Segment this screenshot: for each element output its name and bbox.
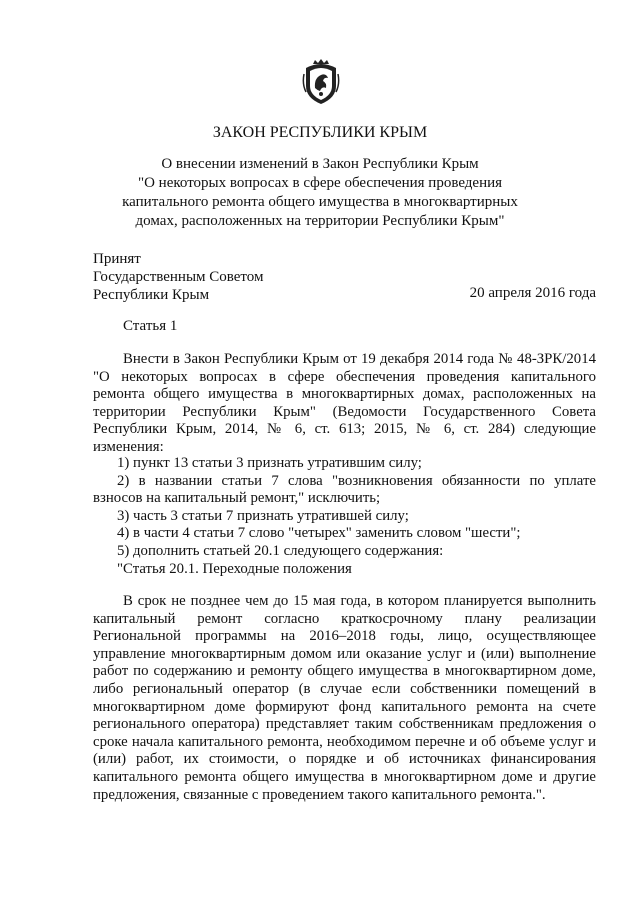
adoption-block bbox=[93, 250, 264, 304]
new-article-body bbox=[93, 593, 596, 804]
intro-paragraph: Внести в Закон Республики Крым от 19 декабря 2014 года № 48-ЗРК/2014 "О некоторых вопросах в сфере обеспечения проведения капитального ремонта общего имущества в многоквартирных домах, расположенных на территории Республики Крым" (Ведомости Государственного Совета Республики Крым, 2014, № 6, ст. 613; 2015, № 6, ст. 284) следующие изменения: bbox=[93, 351, 596, 455]
law-title: ЗАКОН РЕСПУБЛИКИ КРЫМ bbox=[212, 124, 428, 141]
subtitle-line: "О некоторых вопросах в сфере обеспечения проведения bbox=[137, 175, 503, 191]
adoption-line: Принят bbox=[93, 251, 141, 267]
list-item: 1) пункт 13 статьи 3 признать утратившим силу; bbox=[117, 455, 422, 471]
list-item: 5) дополнить статьей 20.1 следующего содержания: bbox=[117, 542, 444, 559]
adoption-line: Республики Крым bbox=[93, 287, 210, 303]
amendment-list bbox=[93, 455, 596, 578]
list-item: 2) в названии статьи 7 слова "возникновения обязанности по уплате взносов на капитальный ремонт," исключить; bbox=[93, 472, 596, 507]
subtitle-line: домах, расположенных на территории Республики Крым" bbox=[135, 213, 505, 229]
law-subtitle bbox=[100, 155, 540, 231]
subtitle-line: О внесении изменений в Закон Республики Крым bbox=[161, 156, 479, 172]
article-heading: Статья 1 bbox=[123, 318, 178, 334]
list-item: "Статья 20.1. Переходные положения bbox=[117, 560, 352, 577]
list-item: 3) часть 3 статьи 7 признать утратившей силу; bbox=[117, 507, 409, 524]
article-intro bbox=[93, 351, 596, 457]
list-item: 4) в части 4 статьи 7 слово "четырех" заменить словом "шести"; bbox=[117, 525, 521, 542]
new-article-paragraph: В срок не позднее чем до 15 мая года, в котором планируется выполнить капитальный ремонт согласно краткосрочному плану реализации Региональной программы на 2016–2018 годы, лицо, осуществляющее управление многоквартирным домом или оказание услуг и (или) выполнение работ по содержанию и ремонту общего имущества в многоквартирном доме, либо региональный оператор (в случае если собственники помещений в многоквартирном доме формируют фонд капитального ремонта на счете регионального оператора) представляет таким собственникам предложения о сроке начала капитального ремонта, необходимом перечне и об объеме услуг и (или) работ, их стоимости, о порядке и об источниках финансирования капитального ремонта общего имущества в многоквартирном доме и другие предложения, связанные с проведением такого капитального ремонта.". bbox=[93, 593, 596, 803]
crimea-coat-of-arms-icon bbox=[302, 58, 340, 106]
adoption-date: 20 апреля 2016 года bbox=[469, 285, 596, 301]
subtitle-line: капитального ремонта общего имущества в многоквартирных bbox=[122, 194, 518, 210]
adoption-line: Государственным Советом bbox=[93, 269, 264, 285]
